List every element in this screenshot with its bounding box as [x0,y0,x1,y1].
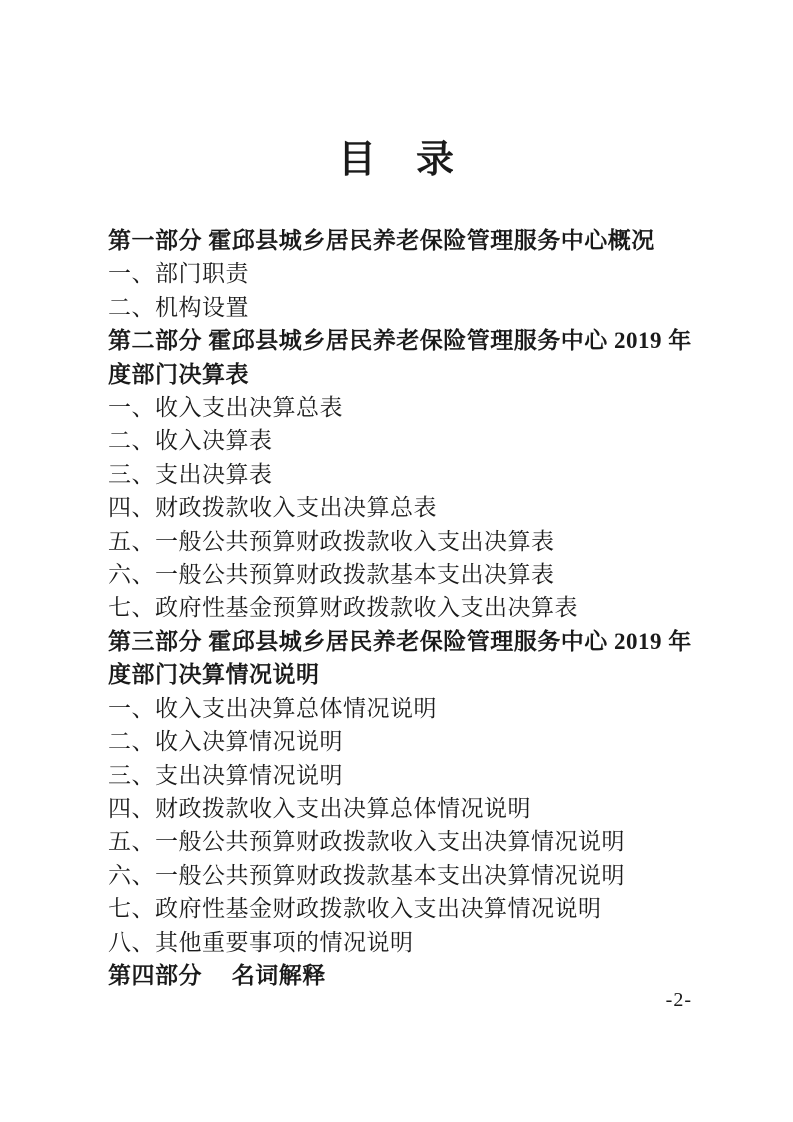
toc-item: 六、一般公共预算财政拨款基本支出决算情况说明 [108,862,625,888]
toc-item: 八、其他重要事项的情况说明 [108,929,414,955]
toc-section-heading: 第一部分 霍邱县城乡居民养老保险管理服务中心概况 [108,228,655,253]
toc-item: 三、支出决算表 [108,461,273,487]
toc-item: 五、一般公共预算财政拨款收入支出决算表 [108,528,555,554]
toc-item: 二、机构设置 [108,294,249,320]
page-title: 目 录 [337,139,455,181]
toc-item: 四、财政拨款收入支出决算总表 [108,495,437,521]
toc-item: 一、收入支出决算总表 [108,395,343,421]
page-number: -2- [665,989,692,1011]
toc-item: 三、支出决算情况说明 [108,762,343,788]
table-of-contents [108,224,696,992]
toc-item: 二、收入决算情况说明 [108,729,343,755]
toc-item: 二、收入决算表 [108,428,273,454]
toc-section-heading: 第四部分 名词解释 [108,962,326,988]
toc-item: 七、政府性基金财政拨款收入支出决算情况说明 [108,896,602,922]
toc-section-heading: 第二部分 霍邱县城乡居民养老保险管理服务中心 2019 年度部门决算表 [108,328,692,387]
toc-item: 一、收入支出决算总体情况说明 [108,695,437,721]
toc-item: 四、财政拨款收入支出决算总体情况说明 [108,795,531,821]
toc-item: 七、政府性基金预算财政拨款收入支出决算表 [108,595,578,621]
toc-item: 六、一般公共预算财政拨款基本支出决算表 [108,562,555,588]
toc-item: 一、部门职责 [108,261,249,287]
toc-item: 五、一般公共预算财政拨款收入支出决算情况说明 [108,829,625,855]
toc-section-heading: 第三部分 霍邱县城乡居民养老保险管理服务中心 2019 年度部门决算情况说明 [108,628,692,688]
